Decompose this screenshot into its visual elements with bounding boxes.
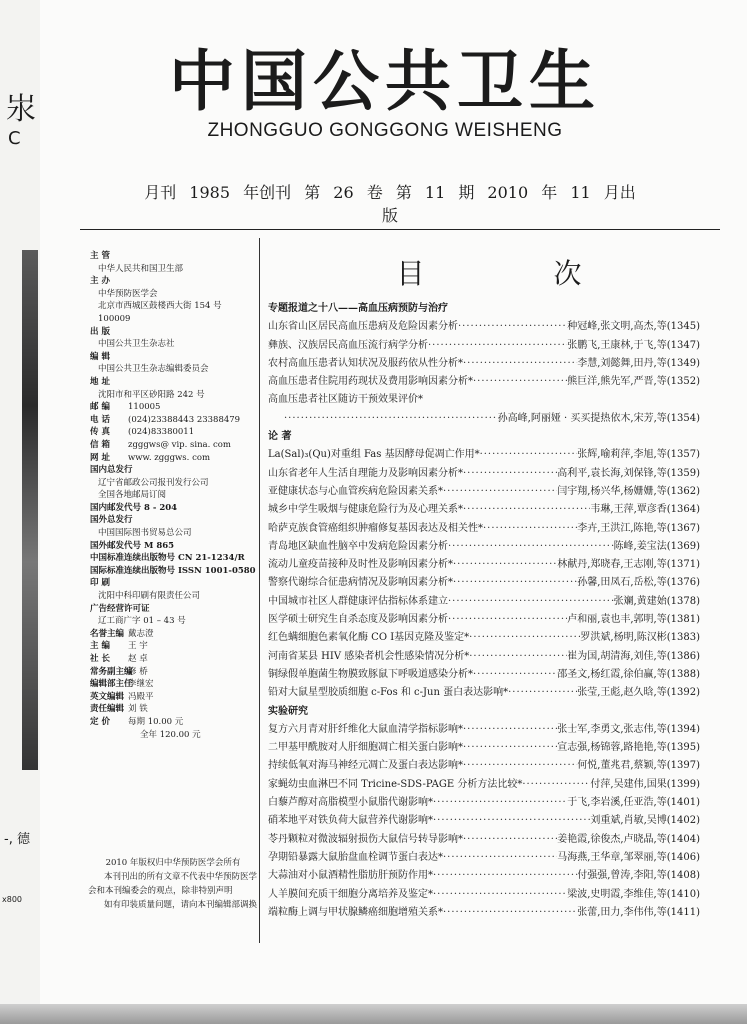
toc-entry <box>268 776 700 794</box>
toc-authors-page: 林献丹,郑晓春,王志刚,等(1371) <box>557 559 700 571</box>
toc-entry <box>268 629 700 647</box>
toc-authors-page: 付萍,吴建伟,国果(1399) <box>590 778 700 790</box>
copyright-line: 2010 年版权归中华预防医学会所有 <box>105 858 241 868</box>
masthead-field <box>90 666 258 679</box>
toc-entry <box>268 483 700 501</box>
masthead-field <box>90 628 258 641</box>
masthead-field-value: (024)83380011 <box>128 427 195 438</box>
masthead-heading: 地 址 <box>90 376 110 387</box>
toc-article-title: 流动儿童疫苗接种及时性及影响因素分析* <box>268 559 453 571</box>
masthead-text: 辽工商广字 01 – 43 号 <box>98 616 186 627</box>
masthead-field-label: 编辑部主任 <box>90 679 133 690</box>
masthead-field-label: 责任编辑 <box>90 704 125 715</box>
toc-authors-page: 李卉,王洪江,陈艳,等(1367) <box>577 522 700 534</box>
column-divider <box>259 238 260 943</box>
toc-leader-dots <box>473 666 557 684</box>
masthead-field-value: 刘 铁 <box>128 704 148 715</box>
masthead-field-value: 王 宇 <box>128 641 148 652</box>
toc-article-title: 硝苯地平对铁负荷大鼠营养代谢影响* <box>268 815 433 827</box>
toc-article-title: 高血压患者社区随访干预效果评价* <box>268 394 423 406</box>
toc-authors-page: 张蕾,田力,李伟伟,等(1411) <box>577 906 700 918</box>
toc-leader-dots <box>443 483 557 501</box>
toc-authors-page: 陈峰,姜宝法(1369) <box>613 540 700 552</box>
toc-entry <box>268 904 700 922</box>
toc-authors-page: 种冠峰,张文明,高杰,等(1345) <box>567 321 700 333</box>
masthead-text: 中国公共卫生杂志编辑委员会 <box>98 364 209 375</box>
toc-leader-dots <box>463 501 590 519</box>
toc-authors-page: 高利平,袁长海,刘保锋,等(1359) <box>557 467 700 479</box>
toc-entry <box>268 355 700 373</box>
toc-article-title: 端粒酶上调与甲状腺鳞癌细胞增殖关系* <box>268 906 443 918</box>
toc-entry <box>268 831 700 849</box>
masthead-sidebar <box>90 250 258 741</box>
masthead-heading: 国外总发行 <box>90 515 133 526</box>
toc-article-title: 铅对大鼠星型胶质细胞 c-Fos 和 c-Jun 蛋白表达影响* <box>268 687 509 699</box>
masthead-field-label: 常务副主编 <box>90 666 133 677</box>
masthead-field <box>90 678 258 691</box>
toc-article-title: 苓丹颗粒对微波辐射损伤大鼠信号转导影响* <box>268 833 463 845</box>
toc-article-title: 高血压患者住院用药现状及费用影响因素分析* <box>268 376 473 388</box>
toc-entry <box>268 520 700 538</box>
masthead-field-value: 李继宏 <box>128 679 154 690</box>
toc-article-title: 警察代谢综合征患病情况及影响因素分析* <box>268 577 453 589</box>
toc-article-title: 城乡中学生吸烟与健康危险行为及心理关系* <box>268 504 463 516</box>
toc-entry <box>268 373 700 391</box>
toc-leader-dots <box>463 355 577 373</box>
masthead-field-value: 赵 卓 <box>128 654 148 664</box>
masthead-field-label: 网 址 <box>90 452 110 463</box>
masthead-field <box>90 414 258 427</box>
masthead-heading: 国际标准连续出版物号 ISSN 1001-0580 <box>90 565 256 576</box>
toc-article-title: La(Sal)₃(Qu)对重组 Fas 基因酵母促凋亡作用* <box>268 449 480 461</box>
toc-authors-page: 姜艳霞,徐俊杰,卢晓晶,等(1404) <box>557 833 700 845</box>
disclaimer-text: 本刊刊出的所有文章不代表中华预防医学会和本刊编委会的观点，除非特别声明 <box>88 872 258 896</box>
toc-entry <box>268 794 700 812</box>
masthead-text: 中国国际图书贸易总公司 <box>98 528 192 539</box>
toc-leader-dots <box>453 574 577 592</box>
toc-authors-page: 崔为国,胡清海,刘佳,等(1386) <box>567 650 700 662</box>
masthead-field <box>90 439 258 452</box>
toc-section-heading: 专题报道之十八——高血压病预防与治疗 <box>268 303 448 314</box>
toc-entry <box>268 501 700 519</box>
toc-leader-dots <box>463 739 557 757</box>
toc-authors-page: 张士军,李勇文,张志伟,等(1394) <box>557 723 700 735</box>
toc-article-title: 家蝇幼虫血淋巴不同 Tricine-SDS-PAGE 分析方法比较* <box>268 778 523 790</box>
toc-entry <box>268 446 700 464</box>
toc-leader-dots <box>480 446 578 464</box>
masthead-field <box>90 653 258 666</box>
toc-leader-dots <box>469 648 567 666</box>
toc-entry <box>268 812 700 830</box>
masthead-text: 中华人民共和国卫生部 <box>98 263 184 274</box>
masthead-text: 中华预防医学会 <box>98 288 158 299</box>
toc-article-title: 农村高血压患者认知状况及服药依从性分析* <box>268 357 463 369</box>
masthead-field <box>90 452 258 465</box>
quality-notice-text: 如有印装质量问题，请向本刊编辑部调换 <box>104 900 258 910</box>
toc-entry <box>268 611 700 629</box>
toc-entry <box>268 574 700 592</box>
masthead-text: 辽宁省邮政公司报刊发行公司 <box>98 477 209 488</box>
toc-leader-dots <box>473 373 567 391</box>
header-rule <box>80 229 720 230</box>
toc-leader-dots <box>522 776 590 794</box>
toc-entry <box>268 849 700 867</box>
toc-article-title: 中国城市社区人群健康评估指标体系建立 <box>268 595 448 607</box>
toc-article-title: 山东省老年人生活自理能力及影响因素分析* <box>268 467 463 479</box>
toc-leader-dots <box>448 538 614 556</box>
toc-entry <box>268 739 700 757</box>
toc-authors-page: 宣志强,杨锦蓉,路艳艳,等(1395) <box>557 742 700 754</box>
toc-article-title: 大蒜油对小鼠酒精性脂肪肝预防作用* <box>268 870 433 882</box>
masthead-text: 沈阳中科印刷有限责任公司 <box>98 591 201 602</box>
masthead-heading: 编 辑 <box>90 351 110 362</box>
toc-authors-page: 邵圣文,杨红霞,徐伯赢,等(1388) <box>557 668 700 680</box>
toc-entry <box>268 593 700 611</box>
toc-leader-dots <box>448 593 614 611</box>
toc-entry <box>268 757 700 775</box>
toc-authors-page: 罗洪斌,杨明,陈汉彬(1383) <box>580 632 700 644</box>
toc-article-title: 青岛地区缺血性脑卒中发病危险因素分析 <box>268 540 448 552</box>
toc-article-title: 孕期铅暴露大鼠胎盘血栓调节蛋白表达* <box>268 851 443 863</box>
toc-article-title: 亚健康状态与心血管疾病危险因素关系* <box>268 485 443 497</box>
masthead-heading: 国内总发行 <box>90 465 133 476</box>
masthead-field <box>90 401 258 414</box>
toc-section-heading: 实验研究 <box>268 705 308 717</box>
toc-authors-page: 于飞,李岩溪,任亚浩,等(1401) <box>567 797 700 809</box>
toc-leader-dots <box>508 684 577 702</box>
toc-authors-page: 李慧,刘懿舞,田丹,等(1349) <box>577 357 700 369</box>
masthead-text: 全国各地邮局订阅 <box>98 490 167 501</box>
masthead-field-label: 主 编 <box>90 641 110 652</box>
edge-glyph: x800 <box>2 895 23 904</box>
masthead-heading: 主 管 <box>90 251 110 261</box>
masthead-field <box>90 703 258 716</box>
toc-authors-page: 卢和丽,袁也丰,郭明,等(1381) <box>567 614 700 626</box>
masthead-field-label: 定 价 <box>90 716 110 727</box>
toc-authors-page: 何悦,董兆君,蔡颖,等(1397) <box>577 760 700 772</box>
masthead-field-value: 戴志澄 <box>128 628 154 639</box>
scan-bottom-shadow <box>0 1004 747 1024</box>
left-page-edge <box>0 0 40 1024</box>
journal-title-chinese: 中国公共卫生 <box>169 42 601 120</box>
journal-title-pinyin: ZHONGGUO GONGGONG WEISHENG <box>207 120 563 141</box>
toc-section-heading: 论 著 <box>268 431 292 443</box>
toc-article-title: 红色螨细胞色素氧化酶 CO Ⅰ基因克隆及鉴定* <box>268 632 470 644</box>
toc-leader-dots <box>453 556 557 574</box>
masthead-field-value: (024)23388443 23388479 <box>128 414 241 425</box>
masthead-field-label: 信 箱 <box>90 439 110 450</box>
toc-entry <box>268 556 700 574</box>
masthead-field-label: 社 长 <box>90 654 110 664</box>
masthead-heading: 主 办 <box>90 276 110 287</box>
toc-heading: 目 次 <box>396 257 642 290</box>
toc-entry <box>268 684 700 702</box>
masthead-field-label: 名誉主编 <box>90 628 125 639</box>
toc-authors-page: 张莹,王彪,赵久晗,等(1392) <box>577 687 700 699</box>
masthead-heading: 国外邮发代号 M 865 <box>90 540 175 551</box>
toc-leader-dots <box>433 794 567 812</box>
toc-article-title: 医学硕士研究生自杀态度及影响因素分析 <box>268 614 448 626</box>
masthead-field-value: 每期 10.00 元 <box>128 716 184 727</box>
toc-article-title: 彝族、汉族居民高血压流行病学分析 <box>268 339 428 351</box>
toc-article-title: 二甲基甲酰胺对人肝细胞凋亡相关蛋白影响* <box>268 742 463 754</box>
toc-entry <box>268 465 700 483</box>
toc-authors-page: 孙高峰,阿丽娅 · 买买提热依木,宋芳,等(1354) <box>497 412 700 424</box>
copyright-notice <box>88 856 258 912</box>
toc-leader-dots <box>483 520 577 538</box>
masthead-heading: 出 版 <box>90 326 110 337</box>
masthead-heading: 广告经营许可证 <box>90 603 150 614</box>
masthead-field-value: 冯殿平 <box>128 691 154 702</box>
masthead-text: 沈阳市和平区砂阳路 242 号 <box>98 389 205 400</box>
masthead-field <box>90 426 258 439</box>
toc-leader-dots <box>463 721 557 739</box>
issue-info: 月刊 1985 年创刊 第 26 卷 第 11 期 2010 年 11 月出版 <box>144 183 636 225</box>
masthead-field-label: 邮 编 <box>90 402 110 413</box>
toc-entry <box>268 886 700 904</box>
toc-authors-page: 韦琳,王萍,覃彦香(1364) <box>590 504 700 516</box>
toc-leader-dots <box>443 849 557 867</box>
masthead-field-value: 修 桥 <box>128 666 148 677</box>
masthead-text: 北京市西城区鼓楼西大街 154 号 <box>98 301 222 312</box>
edge-glyph: C <box>8 128 21 149</box>
toc-authors-page: 孙馨,田凤石,岳松,等(1376) <box>577 577 700 589</box>
toc-authors-page: 刘重斌,肖敏,吴博(1402) <box>590 815 700 827</box>
toc-entry <box>268 410 700 428</box>
edge-glyph: 汖 <box>6 92 36 127</box>
toc-leader-dots <box>463 757 577 775</box>
toc-leader-dots <box>458 318 567 336</box>
toc-article-title: 人羊膜间充质干细胞分离培养及鉴定* <box>268 888 433 900</box>
edge-glyph: -, 德 <box>4 832 30 847</box>
dark-photo-strip <box>22 250 38 770</box>
masthead-heading: 国内邮发代号 8 - 204 <box>90 502 178 513</box>
toc-authors-page: 张鹏飞,王康林,于飞,等(1347) <box>567 339 700 351</box>
toc-authors-page: 熊巨洋,熊先军,严晋,等(1352) <box>567 376 700 388</box>
toc-authors-page: 闫宇翔,杨兴华,杨姗姗,等(1362) <box>557 485 700 497</box>
toc-leader-dots <box>448 611 567 629</box>
toc-authors-page: 付强强,曾涛,李阳,等(1408) <box>577 870 700 882</box>
masthead-field-label: 电 话 <box>90 414 110 425</box>
masthead-field <box>90 716 258 729</box>
masthead-field-value: www. zgggws. com <box>128 452 211 463</box>
toc-leader-dots <box>433 812 590 830</box>
toc-article-title: 河南省某县 HIV 感染者机会性感染情况分析* <box>268 650 470 662</box>
masthead-field <box>90 691 258 704</box>
toc-entry <box>268 318 700 336</box>
toc-leader-dots <box>433 867 577 885</box>
toc-entry <box>268 721 700 739</box>
toc-entry <box>268 538 700 556</box>
toc-article-title: 铜绿假单胞菌生物膜致豚鼠下呼吸道感染分析* <box>268 668 473 680</box>
toc-entry <box>268 648 700 666</box>
toc-leader-dots <box>443 904 577 922</box>
toc-entry <box>268 666 700 684</box>
toc-entry <box>268 391 700 409</box>
toc-authors-page: 张斓,黄建始(1378) <box>613 595 700 607</box>
toc-article-title: 持续低氧对海马神经元凋亡及蛋白表达影响* <box>268 760 463 772</box>
masthead-text: 100009 <box>98 313 131 324</box>
masthead-text: 中国公共卫生杂志社 <box>98 339 175 350</box>
masthead-field <box>90 640 258 653</box>
toc-authors-page: 马海燕,王华章,邹翠丽,等(1406) <box>557 851 700 863</box>
toc-article-title: 白藜芦醇对高脂模型小鼠脂代谢影响* <box>268 797 433 809</box>
table-of-contents <box>268 250 700 922</box>
toc-leader-dots <box>463 831 557 849</box>
toc-article-title: 山东省山区居民高血压患病及危险因素分析 <box>268 321 458 333</box>
toc-authors-page: 梁波,史明霞,李维佳,等(1410) <box>567 888 700 900</box>
masthead-field-value: 110005 <box>128 402 161 413</box>
toc-article-title: 复方六月青对肝纤维化大鼠血清学指标影响* <box>268 723 463 735</box>
toc-leader-dots <box>284 410 498 428</box>
toc-article-title: 哈萨克族食管癌组织肿瘤修复基因表达及相关性* <box>268 522 483 534</box>
masthead-field-label: 传 真 <box>90 427 110 438</box>
masthead-field-label: 英文编辑 <box>90 691 125 702</box>
toc-leader-dots <box>469 629 580 647</box>
masthead-heading: 印 刷 <box>90 578 110 589</box>
masthead-field-value: zgggws@ vip. sina. com <box>128 439 231 450</box>
masthead-heading: 中国标准连续出版物号 CN 21-1234/R <box>90 553 245 564</box>
toc-leader-dots <box>428 337 567 355</box>
toc-leader-dots <box>433 886 567 904</box>
toc-authors-page: 张辉,喻莉萍,李旭,等(1357) <box>577 449 700 461</box>
toc-leader-dots <box>463 465 557 483</box>
masthead-text: 全年 120.00 元 <box>140 729 201 740</box>
toc-entry <box>268 337 700 355</box>
toc-entry <box>268 867 700 885</box>
